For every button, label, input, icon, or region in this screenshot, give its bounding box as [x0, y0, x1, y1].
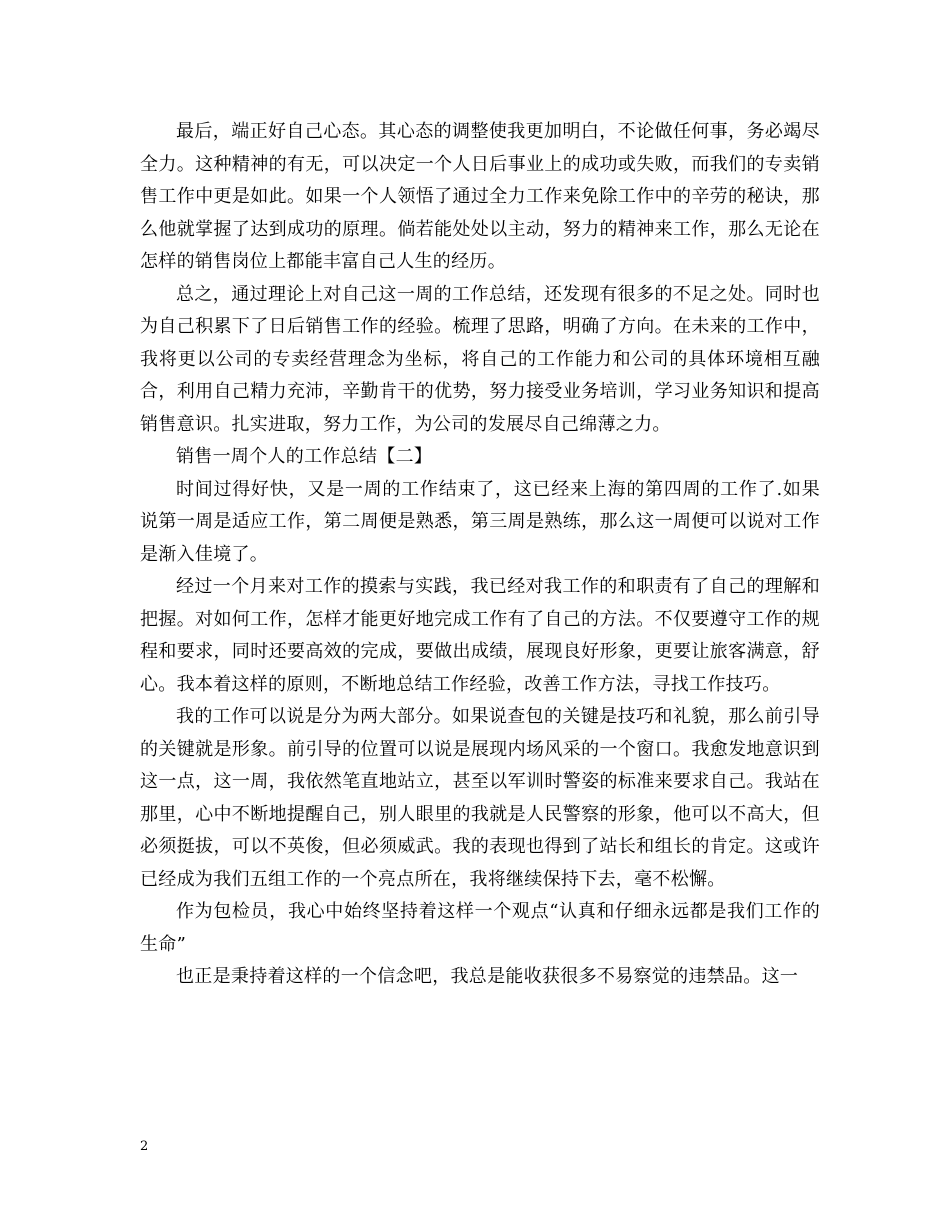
paragraph-summary: 总之，通过理论上对自己这一周的工作总结，还发现有很多的不足之处。同时也为自己积累下了日后销售工作的经验。梳理了思路，明确了方向。在未来的工作中，我将更以公司的专卖经营理念为坐标，将自己的工作能力和公司的具体环境相互融合，利用自己精力充沛，辛勤肯干的优势，努力接受业务培训，学习业务知识和提高销售意识。扎实进取，努力工作，为公司的发展尽自己绵薄之力。	[140, 283, 820, 435]
paragraph-inspector-view: 作为包检员，我心中始终坚持着这样一个观点“认真和仔细永远都是我们工作的生命”	[140, 901, 820, 955]
page-number: 2	[140, 1139, 149, 1154]
paragraph-time-passes: 时间过得好快，又是一周的工作结束了，这已经来上海的第四周的工作了.如果说第一周是适应工作，第二周便是熟悉，第三周是熟练，那么这一周便可以说对工作是渐入佳境了。	[140, 478, 820, 565]
document-body	[140, 116, 820, 994]
paragraph-mindset: 最后，端正好自己心态。其心态的调整使我更加明白，不论做任何事，务必竭尽全力。这种精神的有无，可以决定一个人日后事业上的成功或失败，而我们的专卖销售工作中更是如此。如果一个人领悟了通过全力工作来免除工作中的辛劳的秘诀，那么他就掌握了达到成功的原理。倘若能处处以主动，努力的精神来工作，那么无论在怎样的销售岗位上都能丰富自己人生的经历。	[140, 121, 820, 272]
paragraph-belief: 也正是秉持着这样的一个信念吧，我总是能收获很多不易察觉的违禁品。这一	[176, 966, 799, 987]
paragraph-work-parts: 我的工作可以说是分为两大部分。如果说查包的关键是技巧和礼貌，那么前引导的关键就是形象。前引导的位置可以说是展现内场风采的一个窗口。我愈发地意识到这一点，这一周，我依然笔直地站立，甚至以军训时警姿的标准来要求自己。我站在那里，心中不断地提醒自己，别人眼里的我就是人民警察的形象，他可以不高大，但必须挺拔，可以不英俊，但必须威武。我的表现也得到了站长和组长的肯定。这或许已经成为我们五组工作的一个亮点所在，我将继续保持下去，毫不松懈。	[140, 706, 820, 890]
section-heading: 销售一周个人的工作总结【二】	[176, 446, 433, 467]
paragraph-month-practice: 经过一个月来对工作的摸索与实践，我已经对我工作的和职责有了自己的理解和把握。对如何工作，怎样才能更好地完成工作有了自己的方法。不仅要遵守工作的规程和要求，同时还要高效的完成，要做出成绩，展现良好形象，更要让旅客满意，舒心。我本着这样的原则，不断地总结工作经验，改善工作方法，寻找工作技巧。	[140, 576, 820, 695]
